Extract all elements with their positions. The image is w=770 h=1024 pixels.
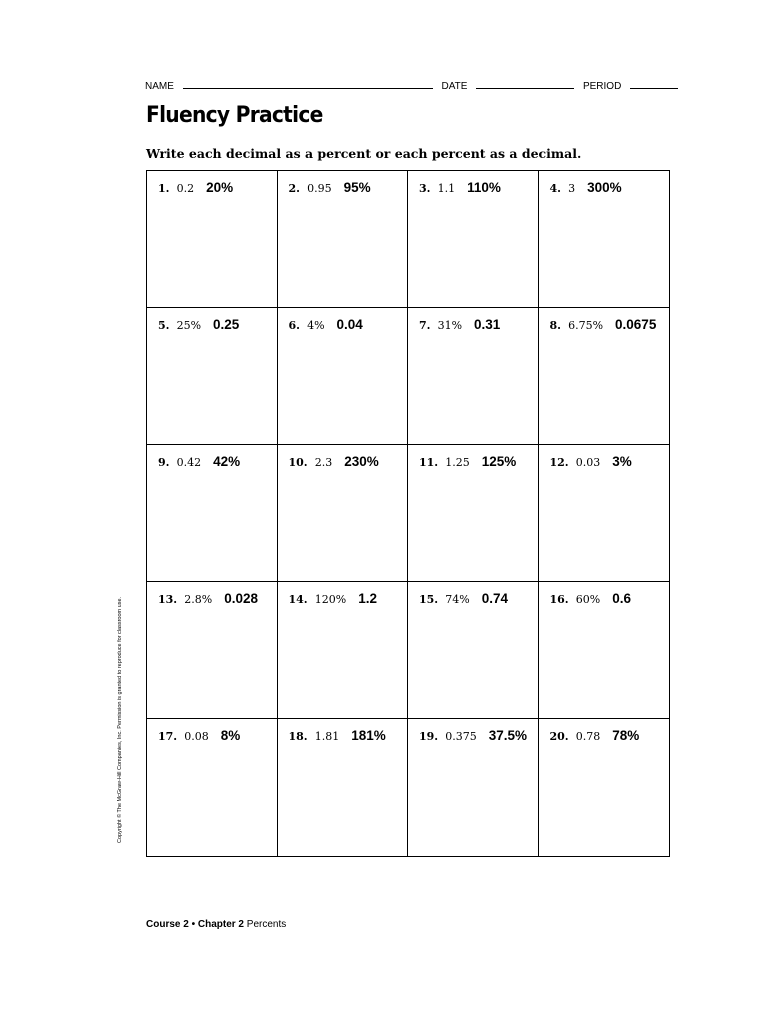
problem-value: 0.375 bbox=[445, 730, 477, 743]
answer-value: 181% bbox=[351, 728, 386, 743]
problem-value: 0.2 bbox=[176, 182, 195, 195]
answer-value: 37.5% bbox=[488, 728, 528, 743]
problem-value: 0.08 bbox=[184, 730, 209, 743]
problem-value: 60% bbox=[575, 593, 601, 606]
problem-value: 2.3 bbox=[314, 456, 333, 469]
problem-cell[interactable] bbox=[147, 171, 278, 308]
answer-value: 0.25 bbox=[213, 317, 240, 332]
answer-value: 1.2 bbox=[358, 591, 377, 606]
problem-cell[interactable] bbox=[408, 171, 539, 308]
problem-number: 14. bbox=[288, 593, 308, 606]
problem-number: 2. bbox=[288, 182, 300, 195]
copyright-notice: Copyright © The McGraw-Hill Companies, Inc. Permission is granted to reproduce for classroom use. bbox=[117, 596, 123, 843]
problem-cell[interactable] bbox=[539, 171, 670, 308]
problem-cell[interactable] bbox=[278, 582, 409, 719]
problem-grid bbox=[146, 170, 670, 857]
answer-value: 230% bbox=[344, 454, 379, 469]
name-label: NAME bbox=[145, 81, 174, 92]
problem-cell[interactable] bbox=[539, 719, 670, 856]
problem-number: 13. bbox=[158, 593, 178, 606]
problem-cell[interactable] bbox=[147, 582, 278, 719]
problem-number: 1. bbox=[158, 182, 170, 195]
footer-topic: Percents bbox=[246, 919, 287, 930]
instructions: Write each decimal as a percent or each percent as a decimal. bbox=[146, 146, 582, 161]
problem-cell[interactable] bbox=[408, 582, 539, 719]
problem-number: 11. bbox=[419, 456, 439, 469]
problem-cell[interactable] bbox=[408, 308, 539, 445]
problem-value: 0.95 bbox=[307, 182, 332, 195]
problem-value: 0.42 bbox=[176, 456, 202, 469]
problem-cell[interactable] bbox=[278, 308, 409, 445]
problem-number: 17. bbox=[158, 730, 178, 743]
answer-value: 0.74 bbox=[481, 591, 508, 606]
answer-value: 42% bbox=[213, 454, 241, 469]
problem-value: 31% bbox=[437, 319, 463, 332]
answer-value: 78% bbox=[612, 728, 640, 743]
problem-value: 4% bbox=[307, 319, 325, 332]
answer-value: 300% bbox=[587, 180, 622, 195]
problem-value: 120% bbox=[314, 593, 347, 606]
problem-number: 4. bbox=[549, 182, 561, 195]
answer-value: 20% bbox=[206, 180, 234, 195]
period-label: PERIOD bbox=[582, 81, 622, 92]
answer-value: 0.31 bbox=[474, 317, 501, 332]
problem-value: 25% bbox=[176, 319, 202, 332]
problem-number: 3. bbox=[419, 182, 431, 195]
answer-value: 0.028 bbox=[224, 591, 258, 606]
problem-number: 15. bbox=[419, 593, 439, 606]
problem-cell[interactable] bbox=[408, 719, 539, 856]
problem-value: 1.1 bbox=[437, 182, 456, 195]
footer-chapter: Chapter 2 bbox=[197, 919, 244, 930]
problem-cell[interactable] bbox=[147, 308, 278, 445]
student-info-line bbox=[145, 80, 670, 92]
name-blank[interactable] bbox=[183, 80, 433, 89]
problem-value: 3 bbox=[568, 182, 576, 195]
footer-course: Course 2 bbox=[146, 919, 189, 930]
answer-value: 0.0675 bbox=[615, 317, 657, 332]
footer bbox=[146, 919, 286, 930]
problem-number: 18. bbox=[288, 730, 308, 743]
problem-cell[interactable] bbox=[278, 171, 409, 308]
problem-number: 20. bbox=[549, 730, 569, 743]
problem-cell[interactable] bbox=[147, 719, 278, 856]
answer-value: 8% bbox=[220, 728, 241, 743]
problem-number: 12. bbox=[549, 456, 569, 469]
page-title: Fluency Practice bbox=[146, 103, 323, 128]
problem-number: 9. bbox=[158, 456, 170, 469]
problem-cell[interactable] bbox=[147, 445, 278, 582]
problem-number: 5. bbox=[158, 319, 170, 332]
problem-number: 7. bbox=[419, 319, 431, 332]
problem-value: 2.8% bbox=[184, 593, 213, 606]
problem-cell[interactable] bbox=[278, 445, 409, 582]
problem-cell[interactable] bbox=[278, 719, 409, 856]
problem-number: 16. bbox=[549, 593, 569, 606]
problem-value: 6.75% bbox=[568, 319, 604, 332]
answer-value: 0.6 bbox=[612, 591, 631, 606]
problem-cell[interactable] bbox=[539, 308, 670, 445]
answer-value: 95% bbox=[343, 180, 371, 195]
answer-value: 125% bbox=[481, 454, 517, 469]
problem-value: 1.25 bbox=[445, 456, 470, 469]
footer-separator: • bbox=[191, 919, 196, 930]
date-blank[interactable] bbox=[476, 80, 574, 89]
answer-value: 3% bbox=[612, 454, 632, 469]
problem-number: 19. bbox=[419, 730, 439, 743]
answer-value: 110% bbox=[467, 180, 501, 195]
problem-value: 0.78 bbox=[575, 730, 601, 743]
date-label: DATE bbox=[441, 81, 468, 92]
problem-value: 0.03 bbox=[575, 456, 601, 469]
period-blank[interactable] bbox=[630, 80, 678, 89]
problem-cell[interactable] bbox=[539, 445, 670, 582]
problem-value: 74% bbox=[445, 593, 470, 606]
problem-cell[interactable] bbox=[408, 445, 539, 582]
answer-value: 0.04 bbox=[336, 317, 363, 332]
problem-cell[interactable] bbox=[539, 582, 670, 719]
problem-number: 10. bbox=[288, 456, 308, 469]
problem-number: 6. bbox=[288, 319, 300, 332]
problem-number: 8. bbox=[549, 319, 561, 332]
problem-value: 1.81 bbox=[314, 730, 340, 743]
